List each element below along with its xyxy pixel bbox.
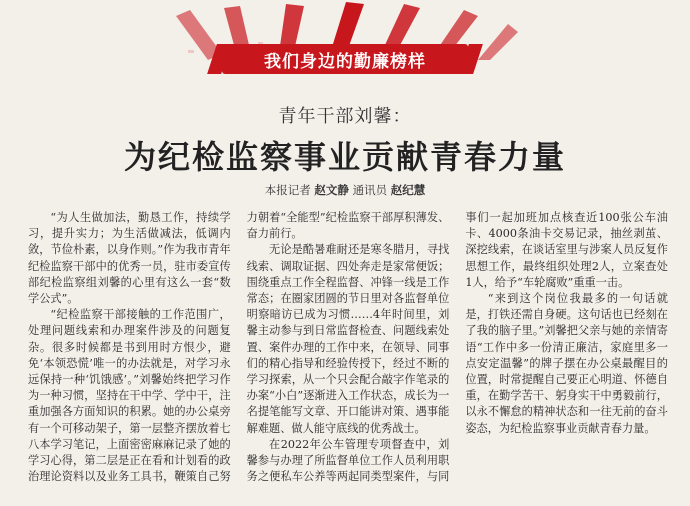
column-title-text: 我们身边的勤廉榜样 (264, 51, 426, 72)
article-paragraph: 无论是酷暑难耐还是寒冬腊月，寻找线索、调取证据、四处奔走是家常便饭；围绕重点工作全程监督、冲锋一线是工作常态；在圈家团圆的节日里对各监督单位明察暗访已成为习惯……4年时间里，刘馨主动参与到日常监督检查、问题线索处置、案件办理的工作中来，在领导、同事们的精心指导和经验传授下，经过不断的学习探索，从一个只会配合敲字作笔录的办案“小白”逐渐进入工作状态，成长为一名提笔能写文章、开口能讲对策、遇事能解难题、做人能守底线的优秀战士。 (246, 243, 450, 435)
byline-correspondent: 赵纪慧 (390, 183, 426, 197)
article-paragraph: “来到这个岗位我最多的一句话就是，打铁还需自身硬。这句话也已经刻在了我的脑子里。”刘馨把父亲与她的亲情寄语“工作中多一份清正廉洁，家庭里多一点安定温馨”的牌子摆在办公桌最醒目的位置，时常提醒自己要正心明道、怀德自重，在勤学苦干、躬身实干中勇毅前行，以永不懈怠的精神状态和一往无前的奋斗姿态，为纪检监察事业贡献青春力量。 (465, 292, 668, 435)
column-title (222, 44, 468, 74)
byline-prefix: 本报记者 (264, 183, 311, 197)
article-body (28, 210, 668, 500)
byline-reporter: 赵文静 (314, 183, 349, 197)
article-headline: 为纪检监察事业贡献青春力量 (123, 138, 566, 176)
article-paragraph: “为人生做加法，勤恳工作，持续学习，提升实力；为生活做减法，低调内敛，节俭朴素，以身作则。”作为我市青年纪检监察干部中的优秀一员，驻市委宣传部纪检监察组刘馨的心里有这么一套“数学公式”。 (28, 211, 231, 306)
article-paragraph: “纪检监察干部接触的工作范围广，处理问题线索和办理案件涉及的问题复杂。很多时候都是书到用时方恨少，避免‘本领恐慌’唯一的办法就是，对学习永远保持一种‘饥饿感’。”刘馨始终把学习作为一种习惯，坚持在干中学、学中干，注重加强各方面知识的积累。她的办公桌旁有一个可移动架子，第一层整齐摆放着七八本学习笔记，上面密密麻麻记录了她的学习心得，第二层是正在看和计划看的政治理论资料以及业务工具书，鞭策自己努力朝着“全能型”纪检监察干部厚积薄发、奋力前行。 (28, 211, 450, 484)
article-kicker: 青年干部刘馨： (278, 106, 412, 127)
article-paragraph: 在2022年公车管理专项督查中，刘馨参与办理了所监督单位工作人员利用职务之便私车公养等两起同类型案件，与同事们一起加班加点核查近100张公车油卡、4000条油卡交易记录，抽丝剥茧、深挖线索，在谈话室里与涉案人员反复作思想工作，最终组织处理2人，立案查处1人，给予“车轮腐败”重重一击。 (246, 211, 668, 484)
byline (0, 182, 690, 198)
column-banner (0, 0, 690, 86)
byline-mid: 通讯员 (352, 183, 388, 197)
